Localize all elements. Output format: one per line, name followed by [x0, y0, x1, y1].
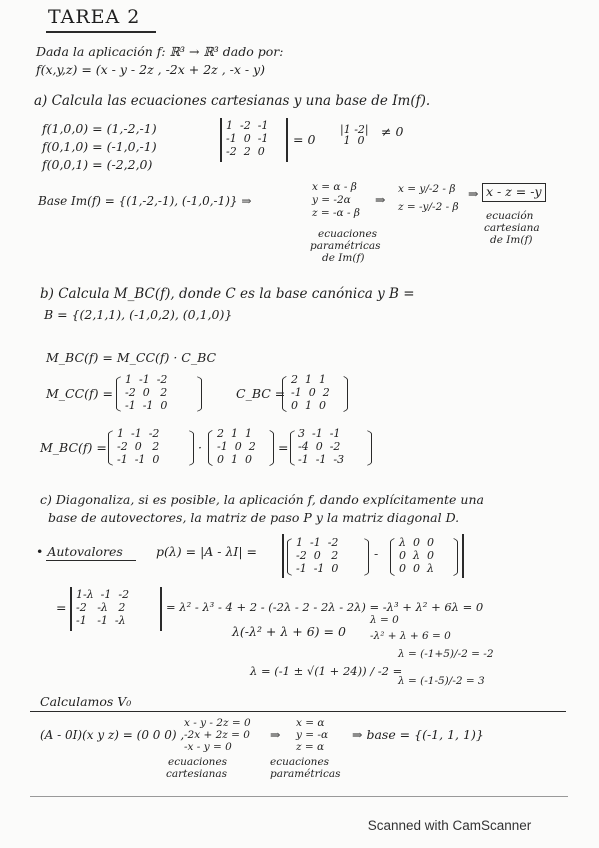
det2-row-1: 1-λ -1 -2	[76, 588, 130, 601]
m1-row-1: 1 -1 -2	[117, 427, 160, 440]
m1-row-3: -1 -1 0	[117, 453, 160, 466]
outer-bar-right	[462, 534, 464, 578]
A-row-2: -2 0 2	[296, 549, 339, 562]
intro-line-2: f(x,y,z) = (x - y - 2z , -2x + 2z , -x - y)	[36, 62, 266, 77]
cbc-row-3: 0 1 0	[291, 399, 326, 412]
param-solved-2: z = -y/-2 - β	[398, 201, 459, 213]
footer-text: Scanned with CamScanner	[367, 818, 532, 833]
minor-result: ≠ 0	[381, 124, 404, 139]
root-neg2: λ = (-1+5)/-2 = -2	[398, 648, 494, 660]
par-row-1: x = α	[296, 717, 325, 729]
det2-row-2: -2 -λ 2	[76, 601, 126, 614]
sys-row-3: -x - y = 0	[184, 741, 232, 753]
title-underline	[46, 31, 156, 33]
autovalores-label: • Autovalores	[36, 544, 123, 559]
det-equals: =	[56, 600, 67, 615]
mcc-row-1: 1 -1 -2	[125, 373, 168, 386]
cbc-label: C_BC =	[236, 386, 286, 401]
cap1-line-2: cartesianas	[166, 768, 228, 780]
cartesian-eq: x - z = -y	[486, 184, 542, 199]
implies-arrow: ⇒	[270, 727, 281, 742]
m2-row-2: -1 0 2	[217, 440, 256, 453]
cart-caption-2: cartesiana	[484, 222, 540, 234]
mcc-label: M_CC(f) =	[46, 386, 114, 401]
param-solved-1: x = y/-2 - β	[398, 183, 456, 195]
part-c-heading-2: base de autovectores, la matriz de paso P y la matriz diagonal D.	[48, 510, 460, 525]
L-row-2: 0 λ 0	[399, 549, 434, 562]
arrow-1: ⇒	[375, 192, 386, 207]
param-caption-1: ecuaciones	[318, 228, 378, 240]
part-a-heading: a) Calcula las ecuaciones cartesianas y una base de Im(f).	[34, 93, 431, 109]
dot: ·	[198, 440, 202, 455]
param-eq-1: x = α - β	[312, 181, 357, 193]
det2-bar-left	[70, 587, 72, 631]
base-v0: ⇒ base = {(-1, 1, 1)}	[352, 727, 484, 742]
basis-b: B = {(2,1,1), (-1,0,2), (0,1,0)}	[44, 307, 233, 322]
par-row-3: z = α	[296, 741, 325, 753]
arrow-2: ⇒	[468, 186, 479, 201]
det-bar-right	[286, 118, 288, 162]
param-caption-3: de Im(f)	[322, 252, 365, 264]
factorization: λ(-λ² + λ + 6) = 0	[232, 624, 346, 639]
L-row-1: λ 0 0	[399, 536, 434, 549]
minor-row-2: 1 0	[340, 134, 365, 147]
mcc-row-3: -1 -1 0	[125, 399, 168, 412]
m1-row-2: -2 0 2	[117, 440, 160, 453]
det2-bar-right	[160, 587, 162, 631]
page-title: TAREA 2	[48, 6, 141, 28]
res-row-3: -1 -1 -3	[298, 453, 345, 466]
det-row-2: -1 0 -1	[226, 132, 269, 145]
par-row-2: y = -α	[296, 729, 329, 741]
part-c-heading-1: c) Diagonaliza, si es posible, la aplicación f, dando explícitamente una	[40, 492, 484, 507]
cbc-row-1: 2 1 1	[291, 373, 326, 386]
system-eq: (A - 0I)(x y z) = (0 0 0) ,	[40, 728, 185, 742]
quadratic: -λ² + λ + 6 = 0	[370, 630, 451, 642]
part-b-heading: b) Calcula M_BC(f), donde C es la base canónica y B =	[40, 286, 415, 302]
cart-caption-3: de Im(f)	[490, 234, 533, 246]
det-row-3: -2 2 0	[226, 145, 265, 158]
equals: =	[278, 440, 289, 455]
cap1-line-1: ecuaciones	[168, 756, 228, 768]
intro-line-1: Dada la aplicación f: ℝ³ → ℝ³ dado por:	[36, 44, 284, 59]
sys-row-2: -2x + 2z = 0	[184, 729, 250, 741]
outer-bar-left	[282, 534, 284, 578]
det2-row-3: -1 -1 -λ	[76, 614, 126, 627]
param-eq-2: y = -2α	[312, 194, 351, 206]
cap2-line-1: ecuaciones	[270, 756, 330, 768]
param-eq-3: z = -α - β	[312, 207, 360, 219]
sys-row-1: x - y - 2z = 0	[184, 717, 251, 729]
det-row-1: 1 -2 -1	[226, 119, 269, 132]
minor: |1 -2|	[340, 123, 369, 136]
poly-def: p(λ) = |A - λI| =	[156, 544, 258, 559]
A-row-3: -1 -1 0	[296, 562, 339, 575]
v0-rule	[30, 711, 566, 712]
mcc-row-2: -2 0 2	[125, 386, 168, 399]
root-zero: λ = 0	[370, 614, 399, 626]
cart-caption-1: ecuación	[486, 210, 534, 222]
cap2-line-2: paramétricas	[270, 768, 341, 780]
det-bar-left	[220, 118, 222, 162]
quadratic-formula: λ = (-1 ± √(1 + 24)) / -2 =	[250, 664, 403, 678]
mbc-label: M_BC(f) =	[40, 440, 107, 455]
minus-sign: -	[374, 546, 379, 561]
param-caption-2: paramétricas	[310, 240, 381, 252]
det-result: = 0	[293, 132, 316, 147]
m2-row-3: 0 1 0	[217, 453, 252, 466]
m2-row-1: 2 1 1	[217, 427, 252, 440]
footer-watermark	[0, 818, 599, 833]
page-edge	[30, 796, 568, 797]
expansion: = λ² - λ³ - 4 + 2 - (-2λ - 2 - 2λ - 2λ) = -λ³ + λ² + 6λ = 0	[166, 600, 484, 614]
res-row-2: -4 0 -2	[298, 440, 341, 453]
image-line-3: f(0,0,1) = (-2,2,0)	[42, 157, 153, 172]
base-line: Base Im(f) = {(1,-2,-1), (-1,0,-1)} ⇒	[38, 194, 252, 208]
A-row-1: 1 -1 -2	[296, 536, 339, 549]
image-line-2: f(0,1,0) = (-1,0,-1)	[42, 139, 157, 154]
L-row-3: 0 0 λ	[399, 562, 434, 575]
cbc-row-2: -1 0 2	[291, 386, 330, 399]
res-row-1: 3 -1 -1	[298, 427, 341, 440]
autovalores-underline	[46, 560, 136, 561]
root-3: λ = (-1-5)/-2 = 3	[398, 675, 485, 687]
calc-v0: Calculamos V₀	[40, 694, 132, 709]
image-line-1: f(1,0,0) = (1,-2,-1)	[42, 121, 157, 136]
mbc-formula: M_BC(f) = M_CC(f) · C_BC	[46, 350, 217, 365]
